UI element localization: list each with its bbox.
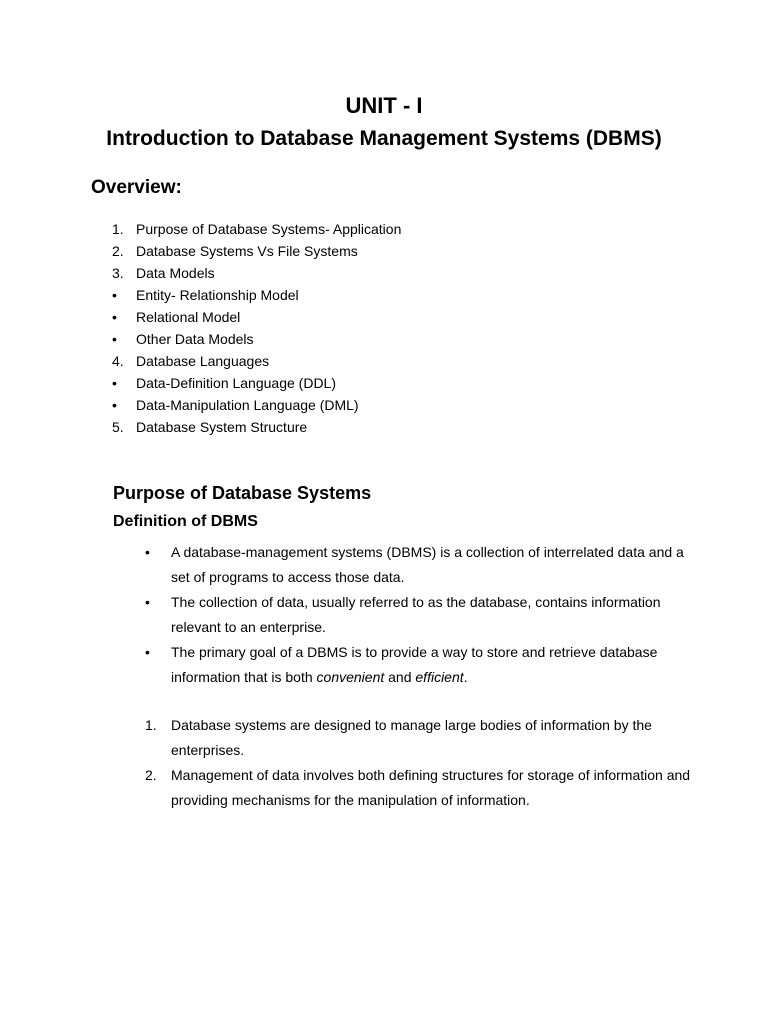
- bullet-marker: •: [145, 594, 150, 610]
- list-marker: 5.: [112, 419, 124, 435]
- purpose-numbered-list: [145, 713, 705, 813]
- overview-item-text: Entity- Relationship Model: [136, 287, 299, 303]
- numbered-paragraph: [145, 713, 705, 763]
- overview-item: [112, 328, 401, 350]
- overview-item-text: Database System Structure: [136, 419, 308, 435]
- bullet-marker: •: [112, 331, 117, 347]
- bullet-paragraph: [145, 590, 705, 640]
- bullet-marker: •: [112, 287, 117, 303]
- overview-item-text: Relational Model: [136, 309, 241, 325]
- bullet-marker: •: [145, 544, 150, 560]
- overview-item: [112, 394, 401, 416]
- paragraph-text: The primary goal of a DBMS is to provide a way to store and retrieve database information that is both: [171, 644, 658, 685]
- numbered-paragraph: [145, 763, 705, 813]
- overview-item: [112, 350, 401, 372]
- bullet-marker: •: [112, 309, 117, 325]
- overview-item-text: Data-Manipulation Language (DML): [136, 397, 359, 413]
- bullet-marker: •: [112, 397, 117, 413]
- list-marker: 2.: [145, 767, 157, 783]
- paragraph-text: The collection of data, usually referred to as the database, contains information relevant to an enterprise.: [171, 594, 661, 635]
- overview-item-text: Purpose of Database Systems- Application: [136, 221, 402, 237]
- main-title: Introduction to Database Management Systems (DBMS): [106, 127, 662, 150]
- overview-item: [112, 240, 401, 262]
- bullet-paragraph: [145, 640, 705, 690]
- list-marker: 1.: [145, 717, 157, 733]
- bullet-marker: •: [112, 375, 117, 391]
- paragraph-text: .: [463, 669, 468, 685]
- overview-item-text: Data-Definition Language (DDL): [136, 375, 336, 391]
- unit-title: UNIT - I: [345, 93, 423, 118]
- subheading-definition: Definition of DBMS: [113, 513, 258, 530]
- overview-list: [112, 218, 401, 438]
- overview-item-text: Database Systems Vs File Systems: [136, 243, 358, 259]
- overview-item: [112, 218, 401, 240]
- overview-item: [112, 306, 401, 328]
- definition-bullet-list: [145, 540, 705, 690]
- list-marker: 4.: [112, 353, 124, 369]
- list-marker: 1.: [112, 221, 124, 237]
- paragraph-text: Management of data involves both defining structures for storage of information and providing mechanisms for the manipulation of information.: [171, 767, 691, 808]
- paragraph-text: Database systems are designed to manage large bodies of information by the enterprises.: [171, 717, 652, 758]
- overview-item: [112, 372, 401, 394]
- bullet-marker: •: [145, 644, 150, 660]
- overview-item: [112, 416, 401, 438]
- paragraph-text: A database-management systems (DBMS) is a collection of interrelated data and a set of programs to access those data.: [171, 544, 684, 585]
- paragraph-text: and: [384, 669, 416, 685]
- overview-item-text: Data Models: [136, 265, 215, 281]
- emphasis-efficient: efficient: [415, 669, 464, 685]
- overview-item-text: Other Data Models: [136, 331, 254, 347]
- section-heading-purpose: Purpose of Database Systems: [113, 483, 372, 503]
- bullet-paragraph: [145, 540, 705, 590]
- overview-item: [112, 284, 401, 306]
- overview-item-text: Database Languages: [136, 353, 270, 369]
- overview-item: [112, 262, 401, 284]
- overview-heading: Overview:: [91, 177, 182, 198]
- list-marker: 2.: [112, 243, 124, 259]
- list-marker: 3.: [112, 265, 124, 281]
- emphasis-convenient: convenient: [316, 669, 385, 685]
